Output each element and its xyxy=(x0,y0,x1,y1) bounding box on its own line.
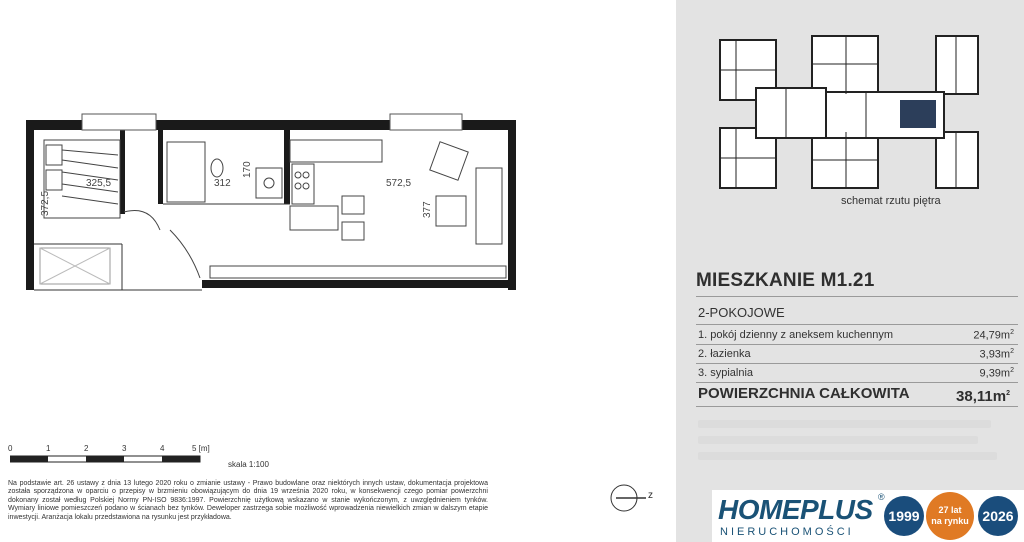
scale-tick-1: 1 xyxy=(46,444,51,453)
title-divider xyxy=(696,296,1018,297)
brand-subtitle: NIERUCHOMOŚCI xyxy=(720,526,854,538)
room-name: 2. łazienka xyxy=(698,348,751,360)
brand-name: HOMEPLUS xyxy=(718,494,873,525)
room-divider xyxy=(696,344,1018,345)
total-area-label: POWIERZCHNIA CAŁKOWITA xyxy=(698,385,910,402)
wall-left xyxy=(26,120,34,290)
floor-schema xyxy=(716,32,982,192)
wall-bath-left xyxy=(158,130,163,204)
wall-bed-right xyxy=(120,130,125,214)
homeplus-logo xyxy=(712,490,1024,542)
dim-bedroom-depth: 372,5 xyxy=(40,190,51,216)
apartment-floor-plan xyxy=(0,0,676,320)
scale-bar xyxy=(10,452,210,466)
apartment-type: 2-POKOJOWE xyxy=(698,305,785,320)
legal-note: Na podstawie art. 26 ustawy z dnia 13 lutego 2020 roku o zmianie ustawy - Prawo budowlane oraz niektórych innych ustaw, dokumentacja projektowa została sporządzona w oparciu o przepisy w brzmieniu obowiązującym do dnia 19 września 2020 roku, w konsekwencji czego pomiar powierzchni dokonany został według Polskiej Normy PN-ISO 9836:1997. Powierzchnię użytkową wskazano w stanie wykończonym, z uwzględnieniem tynków. Wymiary liniowe pomieszczeń podano w ścianach bez tynków. Deweloper zastrzega sobie możliwość wprowadzenia niewielkich zmian w dalszym etapie inwestycji. Aranżacja lokalu przedstawiona na rysunku jest przykładowa. xyxy=(8,480,488,521)
scale-tick-5: 5 [m] xyxy=(192,444,210,453)
room-name: 1. pokój dzienny z aneksem kuchennym xyxy=(698,329,894,341)
wall-bath-right xyxy=(284,130,290,204)
scale-tick-2: 2 xyxy=(84,444,89,453)
wall-top-mid xyxy=(156,120,390,130)
plan-walls xyxy=(26,120,516,290)
highlighted-unit xyxy=(900,100,936,128)
wall-top-right xyxy=(462,120,516,130)
scale-tick-4: 4 xyxy=(160,444,165,453)
scale-tick-3: 3 xyxy=(122,444,127,453)
info-panel xyxy=(676,0,1024,542)
total-divider xyxy=(696,406,1018,407)
total-area-value: $38,11m^2$ xyxy=(956,388,1010,405)
room-divider xyxy=(696,363,1018,364)
dim-living-depth: 377 xyxy=(422,201,433,218)
wall-top-left xyxy=(26,120,82,130)
registered-mark: ® xyxy=(878,492,885,502)
room-divider xyxy=(696,382,1018,383)
dim-bath-depth: 170 xyxy=(242,161,253,178)
schema-caption: schemat rzutu piętra xyxy=(841,195,941,207)
badge-line-2: na rynku xyxy=(931,516,969,526)
room-area: $24,79m^2$ xyxy=(973,329,1014,342)
dim-bath-width: 312 xyxy=(214,178,231,189)
scale-tick-0: 0 xyxy=(8,444,13,453)
apartment-title: MIESZKANIE M1.21 xyxy=(696,270,875,291)
room-area: $3,93m^2$ xyxy=(979,348,1014,361)
room-area: $9,39m^2$ xyxy=(979,367,1014,380)
year-end-badge: 2026 xyxy=(978,496,1018,536)
dim-living-width: 572,5 xyxy=(386,178,412,189)
type-divider xyxy=(696,324,1018,325)
compass xyxy=(606,480,656,516)
dim-bedroom-width: 325,5 xyxy=(86,178,112,189)
wall-right xyxy=(508,120,516,290)
compass-letter: z xyxy=(648,490,653,501)
year-start-badge: 1999 xyxy=(884,496,924,536)
faded-placeholder-rows xyxy=(698,412,1016,472)
scale-caption: skala 1:100 xyxy=(228,460,269,469)
years-on-market-badge xyxy=(926,492,974,540)
room-name: 3. sypialnia xyxy=(698,367,754,379)
wall-bottom-right xyxy=(202,280,516,288)
badge-line-1: 27 lat xyxy=(938,505,962,515)
